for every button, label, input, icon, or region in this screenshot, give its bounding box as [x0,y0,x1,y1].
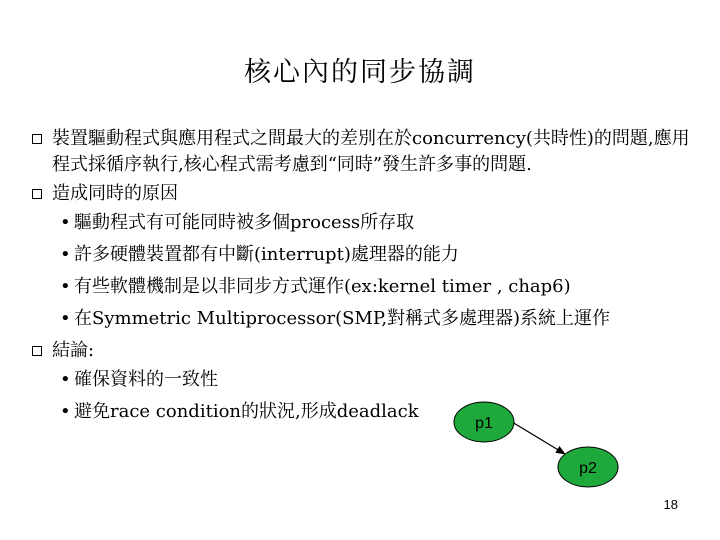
bullet-text: 造成同時的原因 [52,183,178,204]
slide-title: 核心內的同步協調 [244,57,476,88]
dot-bullet-icon: • [60,212,71,233]
sub-bullet-text: 有些軟體機制是以非同步方式運作(ex:kernel timer , chap6) [74,276,571,297]
sub-bullet-text: 避免race condition的狀況,形成deadlack [74,401,419,422]
page-number: 18 [663,497,678,512]
sub-bullet-text: 許多硬體裝置都有中斷(interrupt)處理器的能力 [74,244,459,265]
bullet-text: 結論: [52,340,95,361]
process-node-label: p1 [475,415,493,432]
dot-bullet-icon: • [60,401,71,422]
sub-bullet-text: 在Symmetric Multiprocessor(SMP,對稱式多處理器)系統上運作 [74,308,611,329]
dot-bullet-icon: • [60,308,71,329]
dot-bullet-icon: • [60,244,71,265]
dot-bullet-icon: • [60,369,71,390]
sub-bullet-text: 驅動程式有可能同時被多個process所存取 [74,212,415,233]
process-node-label: p2 [579,460,597,477]
bullet-text: 裝置驅動程式與應用程式之間最大的差別在於concurrency(共時性)的問題,應用程式採循序執行,核心程式需考慮到“同時”發生許多事的問題. [52,128,690,175]
sub-bullet-text: 確保資料的一致性 [74,369,218,390]
dot-bullet-icon: • [60,276,71,297]
arrow-p1-to-p2 [512,422,565,454]
